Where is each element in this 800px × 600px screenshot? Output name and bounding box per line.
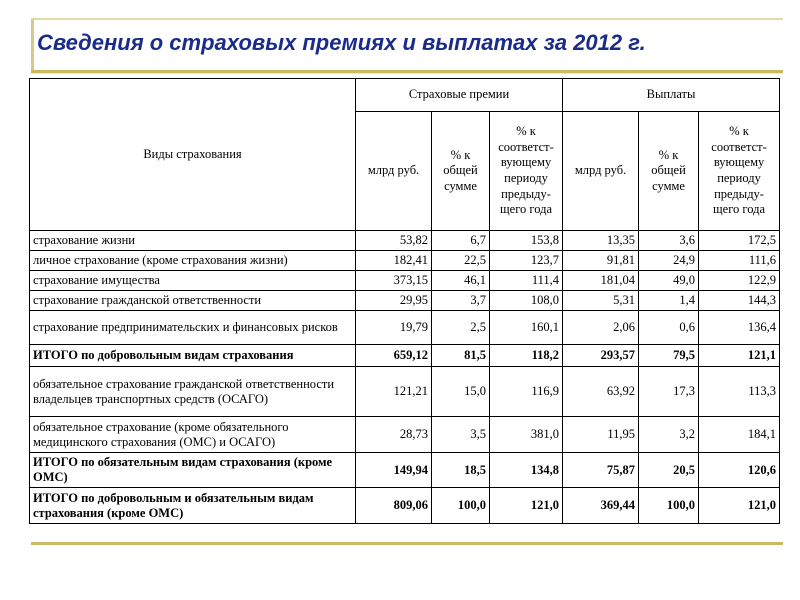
row-value: 182,41	[356, 251, 432, 271]
table-row	[30, 367, 780, 417]
row-value: 134,8	[490, 453, 563, 488]
row-value: 53,82	[356, 231, 432, 251]
insurance-table	[29, 78, 780, 524]
row-value: 111,4	[490, 271, 563, 291]
row-value: 15,0	[432, 367, 490, 417]
row-value: 100,0	[639, 488, 699, 524]
row-value: 18,5	[432, 453, 490, 488]
row-value: 3,7	[432, 291, 490, 311]
row-value: 28,73	[356, 417, 432, 453]
table-row	[30, 345, 780, 367]
row-value: 81,5	[432, 345, 490, 367]
row-value: 121,0	[699, 488, 780, 524]
row-value: 373,15	[356, 271, 432, 291]
row-value: 136,4	[699, 311, 780, 345]
row-value: 46,1	[432, 271, 490, 291]
row-name: страхование имущества	[30, 271, 356, 291]
row-value: 0,6	[639, 311, 699, 345]
header-types: Виды страхования	[30, 79, 356, 231]
row-value: 149,94	[356, 453, 432, 488]
row-value: 184,1	[699, 417, 780, 453]
row-name: ИТОГО по добровольным видам страхования	[30, 345, 356, 367]
row-value: 19,79	[356, 311, 432, 345]
row-value: 100,0	[432, 488, 490, 524]
row-value: 3,6	[639, 231, 699, 251]
row-value: 113,3	[699, 367, 780, 417]
row-name: обязательное страхование гражданской ответственности владельцев транспортных средств (ОСАГО)	[30, 367, 356, 417]
row-value: 172,5	[699, 231, 780, 251]
row-value: 120,6	[699, 453, 780, 488]
row-value: 5,31	[563, 291, 639, 311]
row-name: страхование жизни	[30, 231, 356, 251]
table-row	[30, 453, 780, 488]
row-value: 181,04	[563, 271, 639, 291]
row-value: 118,2	[490, 345, 563, 367]
row-name: страхование гражданской ответственности	[30, 291, 356, 311]
table-row	[30, 251, 780, 271]
row-value: 144,3	[699, 291, 780, 311]
row-value: 91,81	[563, 251, 639, 271]
row-value: 160,1	[490, 311, 563, 345]
row-value: 121,21	[356, 367, 432, 417]
row-value: 6,7	[432, 231, 490, 251]
table-body	[30, 231, 780, 524]
row-value: 13,35	[563, 231, 639, 251]
row-value: 49,0	[639, 271, 699, 291]
row-value: 659,12	[356, 345, 432, 367]
row-name: личное страхование (кроме страхования жизни)	[30, 251, 356, 271]
header-premiums-share: % к общей сумме	[432, 112, 490, 231]
frame-bottom-rule	[31, 542, 783, 545]
row-value: 75,87	[563, 453, 639, 488]
table-row	[30, 488, 780, 524]
table-row	[30, 291, 780, 311]
header-payouts-prev: % к соответст-вующему периоду предыду-щего года	[699, 112, 780, 231]
table-row	[30, 311, 780, 345]
row-value: 121,1	[699, 345, 780, 367]
title-rule-shadow	[31, 73, 783, 74]
row-value: 153,8	[490, 231, 563, 251]
row-value: 381,0	[490, 417, 563, 453]
frame-left-edge	[31, 18, 34, 70]
header-payouts-bln: млрд руб.	[563, 112, 639, 231]
table-row	[30, 417, 780, 453]
row-name: обязательное страхование (кроме обязательного медицинского страхования (ОМС) и ОСАГО)	[30, 417, 356, 453]
row-value: 809,06	[356, 488, 432, 524]
row-value: 111,6	[699, 251, 780, 271]
row-value: 121,0	[490, 488, 563, 524]
row-value: 1,4	[639, 291, 699, 311]
row-value: 116,9	[490, 367, 563, 417]
row-value: 123,7	[490, 251, 563, 271]
header-row-groups	[30, 79, 780, 112]
header-premiums-bln: млрд руб.	[356, 112, 432, 231]
row-value: 20,5	[639, 453, 699, 488]
row-value: 3,2	[639, 417, 699, 453]
row-value: 293,57	[563, 345, 639, 367]
row-value: 22,5	[432, 251, 490, 271]
header-payouts-share: % к общей сумме	[639, 112, 699, 231]
row-value: 63,92	[563, 367, 639, 417]
header-payouts: Выплаты	[563, 79, 780, 112]
row-name: ИТОГО по добровольным и обязательным видам страхования (кроме ОМС)	[30, 488, 356, 524]
row-value: 369,44	[563, 488, 639, 524]
row-value: 24,9	[639, 251, 699, 271]
row-value: 3,5	[432, 417, 490, 453]
row-value: 17,3	[639, 367, 699, 417]
header-premiums-prev: % к соответст-вующему периоду предыду-щего года	[490, 112, 563, 231]
header-premiums: Страховые премии	[356, 79, 563, 112]
page-title: Сведения о страховых премиях и выплатах за 2012 г.	[37, 30, 646, 55]
row-value: 11,95	[563, 417, 639, 453]
row-name: ИТОГО по обязательным видам страхования (кроме ОМС)	[30, 453, 356, 488]
table-row	[30, 271, 780, 291]
row-value: 2,5	[432, 311, 490, 345]
row-name: страхование предпринимательских и финансовых рисков	[30, 311, 356, 345]
table-row	[30, 231, 780, 251]
row-value: 79,5	[639, 345, 699, 367]
frame-top-edge	[31, 18, 783, 20]
row-value: 29,95	[356, 291, 432, 311]
row-value: 108,0	[490, 291, 563, 311]
row-value: 2,06	[563, 311, 639, 345]
row-value: 122,9	[699, 271, 780, 291]
